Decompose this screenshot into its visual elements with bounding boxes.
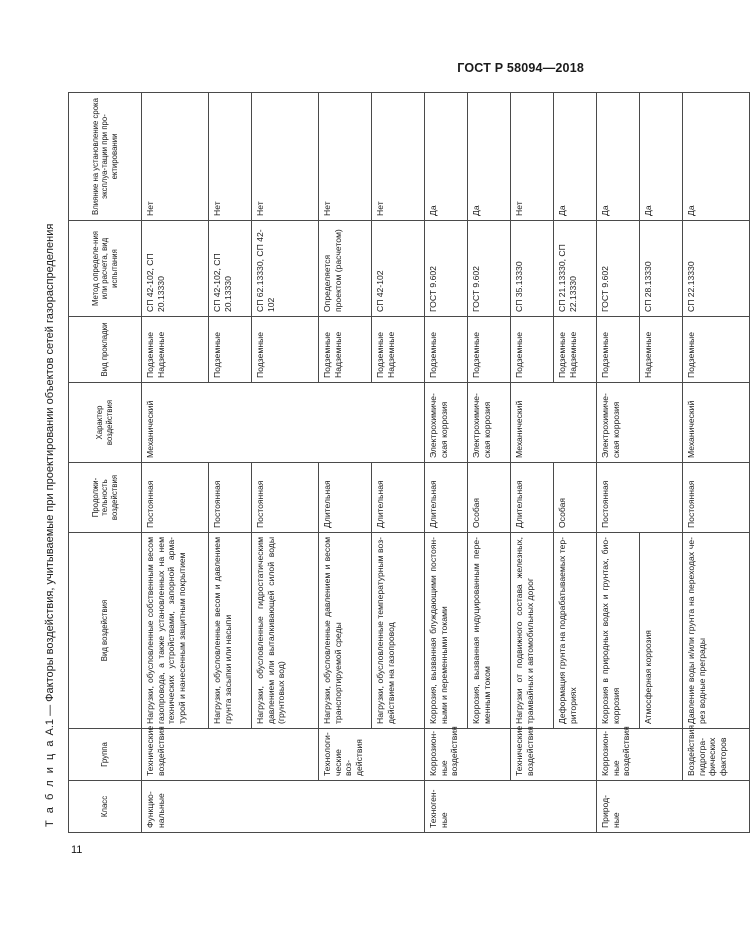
cell-method: Определяется проектом (расчетом) bbox=[319, 221, 372, 317]
header-influence: Влияние на установление срока эксплуа-тации при про-ектировании bbox=[69, 93, 142, 221]
cell-laying: Подземные Надземные bbox=[554, 317, 597, 383]
cell-influence: Да bbox=[425, 93, 468, 221]
cell-influence: Нет bbox=[319, 93, 372, 221]
cell-group: Технические воздействия bbox=[511, 729, 597, 781]
table-row bbox=[142, 93, 209, 833]
cell-type: Давление воды и/или грунта на переходах че-рез водные преграды bbox=[683, 533, 750, 729]
cell-nature: Механический bbox=[142, 383, 425, 463]
cell-influence: Да bbox=[683, 93, 750, 221]
cell-laying: Подземные bbox=[252, 317, 319, 383]
cell-method: ГОСТ 9.602 bbox=[597, 221, 640, 317]
cell-class: Природ-ные bbox=[597, 781, 750, 833]
header-duration: Продолжи-тельность воздействия bbox=[69, 463, 142, 533]
cell-laying: Подземные bbox=[511, 317, 554, 383]
cell-influence: Да bbox=[554, 93, 597, 221]
cell-type: Нагрузки, обусловленные собственным весом газопровода, а также установленных на нем технических устройствами, запорной арма-турой и нанесенным защитным покрытием bbox=[142, 533, 209, 729]
table-row bbox=[425, 93, 468, 833]
cell-nature: Электрохимиче-ская коррозия bbox=[468, 383, 511, 463]
cell-group: Технические воздействия bbox=[142, 729, 319, 781]
cell-type: Коррозия, вызванная блуждающими постоян-ными и переменными токами bbox=[425, 533, 468, 729]
cell-class: Техноген-ные bbox=[425, 781, 597, 833]
table-row bbox=[511, 93, 554, 833]
cell-duration: Постоянная bbox=[683, 463, 750, 533]
cell-laying: Подземные bbox=[209, 317, 252, 383]
cell-method: ГОСТ 9.602 bbox=[468, 221, 511, 317]
page-number: 11 bbox=[71, 844, 83, 856]
cell-type: Коррозия в природных водах и грунтах, био-коррозия bbox=[597, 533, 640, 729]
cell-method: СП 42-102 bbox=[372, 221, 425, 317]
cell-method: СП 42-102, СП 20.13330 bbox=[142, 221, 209, 317]
cell-laying: Надземные bbox=[640, 317, 683, 383]
table-row bbox=[554, 93, 597, 833]
cell-laying: Подземные Надземные bbox=[372, 317, 425, 383]
cell-duration: Длительная bbox=[425, 463, 468, 533]
cell-duration: Постоянная bbox=[597, 463, 683, 533]
cell-method: ГОСТ 9.602 bbox=[425, 221, 468, 317]
cell-type: Деформация грунта на подрабатываемых тер-риториях bbox=[554, 533, 597, 729]
table-caption bbox=[40, 224, 60, 827]
cell-duration: Постоянная bbox=[142, 463, 209, 533]
table-row bbox=[468, 93, 511, 833]
cell-influence: Да bbox=[640, 93, 683, 221]
rotated-table-area bbox=[44, 93, 728, 833]
cell-duration: Особая bbox=[468, 463, 511, 533]
cell-influence: Нет bbox=[252, 93, 319, 221]
table-row bbox=[252, 93, 319, 833]
cell-influence: Нет bbox=[209, 93, 252, 221]
cell-nature: Механический bbox=[511, 383, 597, 463]
header-nature: Характер воздействия bbox=[69, 383, 142, 463]
cell-type: Коррозия, вызванная индуцированным пере-менным током bbox=[468, 533, 511, 729]
cell-influence: Да bbox=[597, 93, 640, 221]
header-laying: Вид прокладки bbox=[69, 317, 142, 383]
cell-influence: Нет bbox=[142, 93, 209, 221]
table-row bbox=[597, 93, 640, 833]
caption-prefix: Т а б л и ц а bbox=[44, 738, 56, 827]
cell-group: Воздействия гидрогра-фических факторов bbox=[683, 729, 750, 781]
cell-method: СП 35.13330 bbox=[511, 221, 554, 317]
cell-class: Функцио-нальные bbox=[142, 781, 425, 833]
cell-method: СП 62.13330, СП 42-102 bbox=[252, 221, 319, 317]
cell-duration: Постоянная bbox=[252, 463, 319, 533]
table-header-row bbox=[69, 93, 142, 833]
cell-duration: Длительная bbox=[319, 463, 372, 533]
cell-laying: Подземные Надземные bbox=[319, 317, 372, 383]
header-group: Группа bbox=[69, 729, 142, 781]
cell-method: СП 28.13330 bbox=[640, 221, 683, 317]
table-row bbox=[209, 93, 252, 833]
table-row bbox=[319, 93, 372, 833]
cell-type: Нагрузки от подвижного состава железных, трамвайных и автомобильных дорог bbox=[511, 533, 554, 729]
cell-duration: Длительная bbox=[511, 463, 554, 533]
cell-group: Коррозион-ные воздействия bbox=[425, 729, 511, 781]
cell-type: Нагрузки, обусловленные температурным воз-действием на газопровод bbox=[372, 533, 425, 729]
cell-nature: Электрохимиче-ская коррозия bbox=[425, 383, 468, 463]
cell-duration: Длительная bbox=[372, 463, 425, 533]
cell-laying: Подземные bbox=[597, 317, 640, 383]
cell-method: СП 21.13330, СП 22.13330 bbox=[554, 221, 597, 317]
cell-type: Нагрузки, обусловленные весом и давлением грунта засыпки или насыпи bbox=[209, 533, 252, 729]
caption-text: А.1 — Факторы воздействия, учитываемые при проектировании объектов сетей газораспределения bbox=[44, 223, 56, 739]
cell-influence: Нет bbox=[511, 93, 554, 221]
cell-laying: Подземные bbox=[468, 317, 511, 383]
cell-nature: Механический bbox=[683, 383, 750, 463]
cell-duration: Постоянная bbox=[209, 463, 252, 533]
cell-laying: Подземные bbox=[425, 317, 468, 383]
header-type: Вид воздействия bbox=[69, 533, 142, 729]
cell-type: Нагрузки, обусловленные давлением и весом транспортируемой среды bbox=[319, 533, 372, 729]
cell-type: Атмосферная коррозия bbox=[640, 533, 683, 729]
factors-table bbox=[68, 92, 750, 833]
cell-laying: Подземные bbox=[683, 317, 750, 383]
header-class: Класс bbox=[69, 781, 142, 833]
cell-duration: Особая bbox=[554, 463, 597, 533]
cell-group: Технологи-ческие воз-действия bbox=[319, 729, 425, 781]
cell-influence: Да bbox=[468, 93, 511, 221]
cell-method: СП 42-102, СП 20.13330 bbox=[209, 221, 252, 317]
cell-type: Нагрузки, обусловленные гидростатическим давлением или выталкивающей силой воды (грунтовых вод) bbox=[252, 533, 319, 729]
header-method: Метод определе-ния или расчета, вид испытания bbox=[69, 221, 142, 317]
cell-nature: Электрохимиче-ская коррозия bbox=[597, 383, 683, 463]
cell-method: СП 22.13330 bbox=[683, 221, 750, 317]
cell-influence: Нет bbox=[372, 93, 425, 221]
table-row bbox=[683, 93, 750, 833]
cell-laying: Подземные Надземные bbox=[142, 317, 209, 383]
table-row bbox=[372, 93, 425, 833]
cell-group: Коррозион-ные воздействия bbox=[597, 729, 683, 781]
document-code: ГОСТ Р 58094—2018 bbox=[457, 61, 584, 75]
